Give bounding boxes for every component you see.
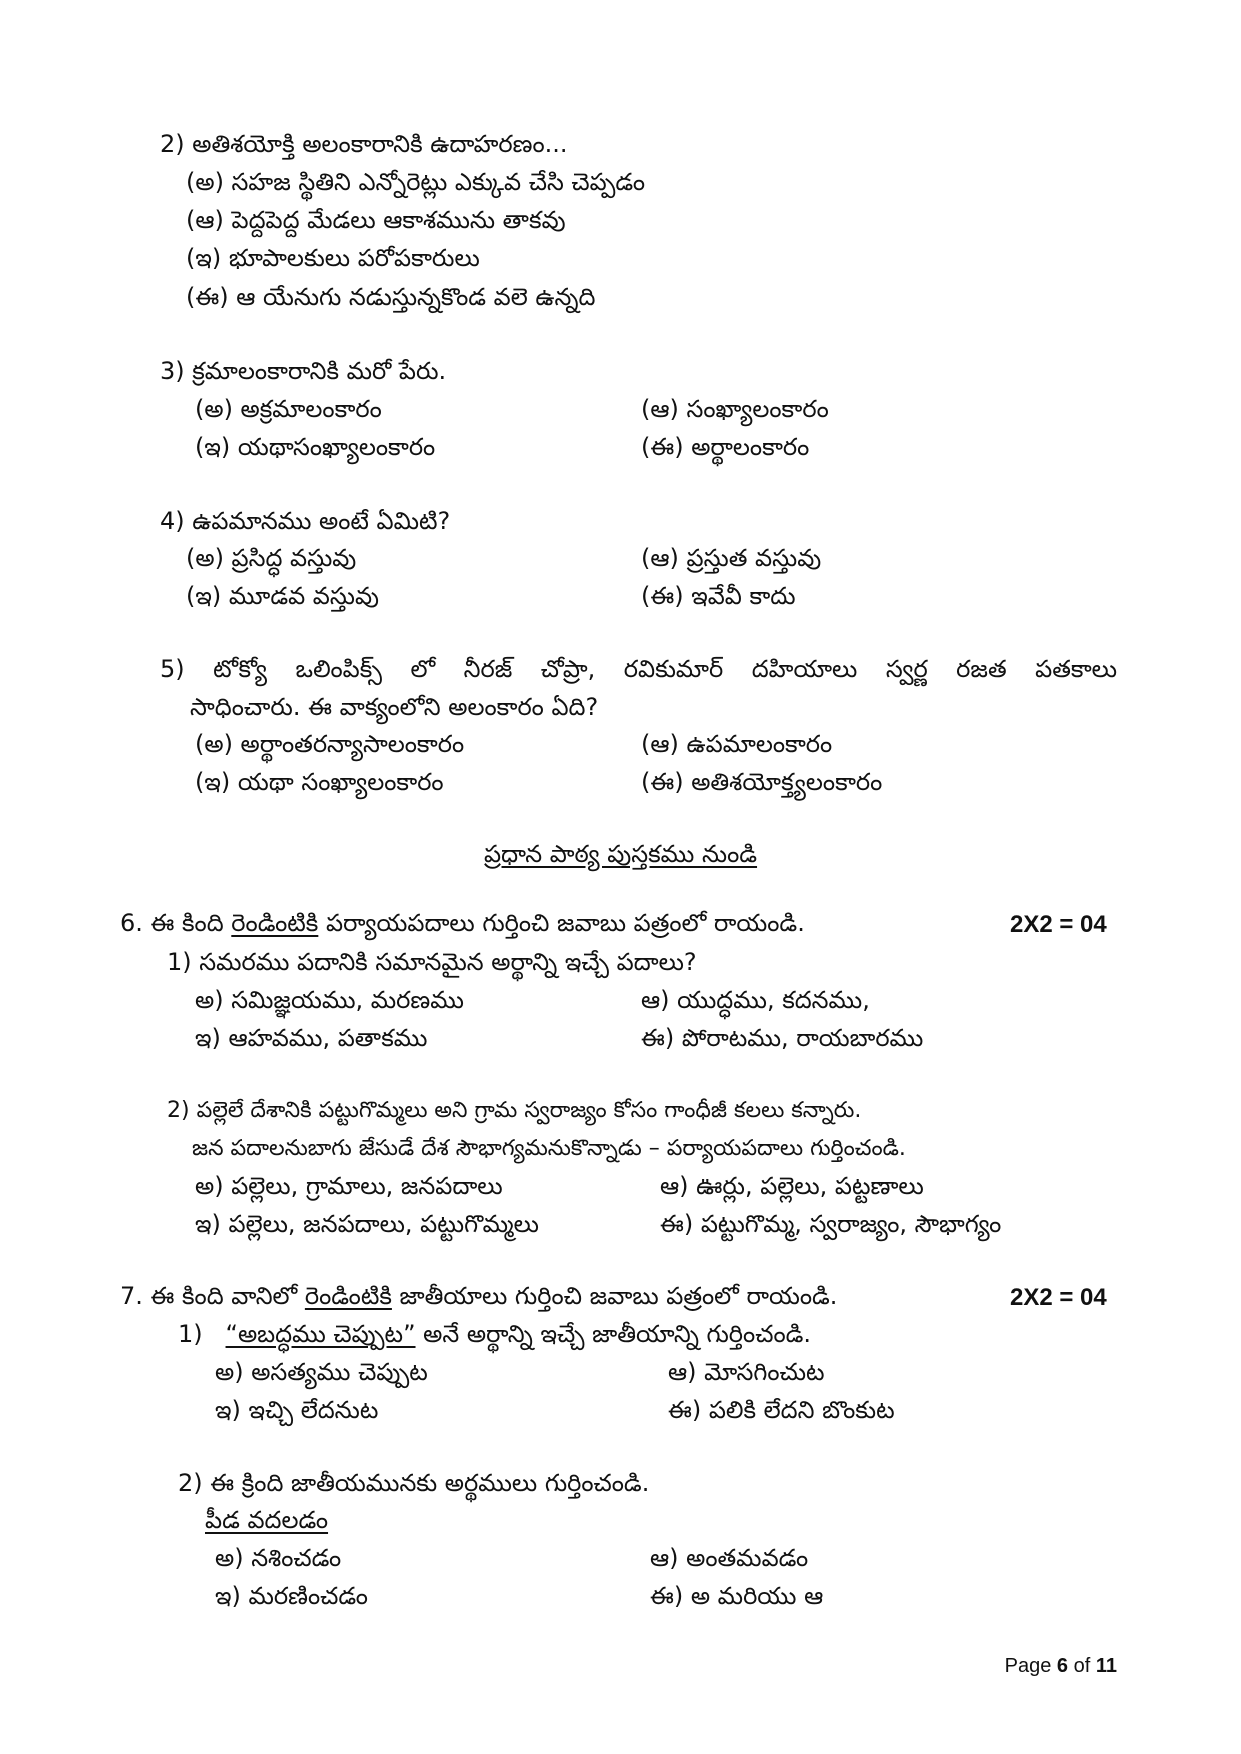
q5-option-a: (అ) అర్థాంతరన్యాసాలంకారం: [195, 730, 465, 758]
q6-marks: 2X2 = 04: [1010, 911, 1107, 938]
q6-sub2-option-c: ఇ) పల్లెలు, జనపదాలు, పట్టుగొమ్మలు: [195, 1210, 539, 1238]
q7-sub1-option-d: ఈ) పలికి లేదని బొంకుట: [668, 1396, 895, 1424]
q2-option-d: (ఈ) ఆ యేనుగు నడుస్తున్నకొండ వలె ఉన్నది: [186, 283, 596, 311]
q5-option-c: (ఇ) యథా సంఖ్యాలంకారం: [195, 768, 444, 796]
q6-sub1-option-a: అ) సమిజ్ఞయము, మరణము: [195, 986, 464, 1014]
q6-sub2-option-b: ఆ) ఊర్లు, పల్లెలు, పట్టణాలు: [660, 1172, 924, 1200]
page-number: Page 6 of 11: [1004, 1655, 1117, 1677]
q3-option-a: (అ) అక్రమాలంకారం: [195, 395, 382, 423]
q4-stem: 4) ఉపమానము అంటే ఏమిటి?: [160, 507, 451, 535]
q6-sub1-option-d: ఈ) పోరాటము, రాయబారము: [641, 1024, 924, 1052]
q7-sub1-option-a: అ) అసత్యము చెప్పుట: [215, 1358, 428, 1386]
q7-sub1-quoted: “అబద్ధము చెప్పుట”: [225, 1320, 416, 1348]
q7-stem: [120, 1280, 837, 1312]
q5-option-d: (ఈ) అతిశయోక్త్యలంకారం: [641, 768, 883, 796]
q2-stem: 2) అతిశయోక్తి అలంకారానికి ఉదాహరణం...: [160, 130, 568, 158]
q6-sub2-option-a: అ) పల్లెలు, గ్రామాలు, జనపదాలు: [195, 1172, 503, 1200]
q6-sub2-stem-line1: 2) పల్లెలే దేశానికి పట్టుగొమ్మలు అని గ్రామ స్వరాజ్యం కోసం గాంధీజీ కలలు కన్నారు.: [167, 1098, 862, 1123]
q6-sub1-option-b: ఆ) యుద్ధము, కదనము,: [641, 986, 870, 1014]
q7-sub2-phrase: పీడ వదలడం: [205, 1506, 329, 1534]
q7-sub2-option-c: ఇ) మరణించడం: [215, 1582, 368, 1610]
q6-number: 6. ఈ కింది: [120, 909, 224, 937]
q2-option-c: (ఇ) భూపాలకులు పరోపకారులు: [186, 244, 480, 272]
q6-sub2-stem-line2: జన పదాలనుబాగు జేసుడే దేశ సౌభాగ్యమనుకొన్నాడు – పర్యాయపదాలు గుర్తించండి.: [192, 1136, 906, 1161]
q6-sub1-option-c: ఇ) ఆహవము, పతాకము: [195, 1024, 428, 1052]
q2-option-a: (అ) సహజ స్థితిని ఎన్నోరెట్లు ఎక్కువ చేసి చెప్పడం: [186, 168, 645, 196]
q3-option-b: (ఆ) సంఖ్యాలంకారం: [641, 395, 829, 423]
section-heading: ప్రధాన పాఠ్య పుస్తకము నుండి: [483, 840, 758, 868]
q7-marks: 2X2 = 04: [1010, 1284, 1107, 1311]
q2-option-b: (ఆ) పెద్దపెద్ద మేడలు ఆకాశమును తాకవు: [186, 206, 566, 234]
current-page: 6: [1056, 1655, 1069, 1677]
q7-sub2-stem: 2) ఈ క్రింది జాతీయమునకు అర్థములు గుర్తించండి.: [178, 1469, 650, 1497]
q5-option-b: (ఆ) ఉపమాలంకారం: [641, 730, 833, 758]
q6-rest: పర్యాయపదాలు గుర్తించి జవాబు పత్రంలో రాయండి.: [325, 909, 805, 937]
q3-option-d: (ఈ) అర్థాలంకారం: [641, 433, 810, 461]
q7-sub2-option-d: ఈ) అ మరియు ఆ: [650, 1582, 824, 1610]
q7-number: 7. ఈ కింది వానిలో: [120, 1282, 298, 1310]
q3-option-c: (ఇ) యథాసంఖ్యాలంకారం: [195, 433, 436, 461]
q7-sub1-option-c: ఇ) ఇచ్చి లేదనుట: [215, 1396, 379, 1424]
q7-sub1-rest: అనే అర్థాన్ని ఇచ్చే జాతీయాన్ని గుర్తించండి.: [423, 1320, 812, 1348]
q7-sub1-number: 1): [178, 1320, 203, 1348]
q6-sub1-stem: 1) సమరము పదానికి సమానమైన అర్థాన్ని ఇచ్చే పదాలు?: [167, 948, 697, 976]
q4-option-b: (ఆ) ప్రస్తుత వస్తువు: [641, 544, 822, 572]
q4-option-c: (ఇ) మూడవ వస్తువు: [186, 582, 379, 610]
q4-option-d: (ఈ) ఇవేవీ కాదు: [641, 582, 796, 610]
q7-rest: జాతీయాలు గుర్తించి జవాబు పత్రంలో రాయండి.: [399, 1282, 838, 1310]
q5-stem-line1: 5) టోక్యో ఒలింపిక్స్ లో నీరజ్ చోప్రా, రవికుమార్ దహియాలు స్వర్ణ రజత పతకాలు: [160, 655, 1117, 683]
q6-underlined: రెండింటికి: [231, 909, 319, 937]
q7-underlined: రెండింటికి: [304, 1282, 392, 1310]
q7-sub1-stem: [178, 1318, 811, 1350]
q7-sub2-option-a: అ) నశించడం: [215, 1544, 342, 1572]
q4-option-a: (అ) ప్రసిద్ధ వస్తువు: [186, 544, 357, 572]
q7-sub2-option-b: ఆ) అంతమవడం: [650, 1544, 809, 1572]
q5-stem-line2: సాధించారు. ఈ వాక్యంలోని అలంకారం ఏది?: [190, 693, 599, 721]
total-pages: 11: [1095, 1655, 1117, 1677]
q3-stem: 3) క్రమాలంకారానికి మరో పేరు.: [160, 357, 447, 385]
q7-sub1-option-b: ఆ) మోసగించుట: [668, 1358, 825, 1386]
q6-sub2-option-d: ఈ) పట్టుగొమ్మ, స్వరాజ్యం, సౌభాగ్యం: [660, 1210, 1002, 1238]
q6-stem: [120, 907, 805, 939]
